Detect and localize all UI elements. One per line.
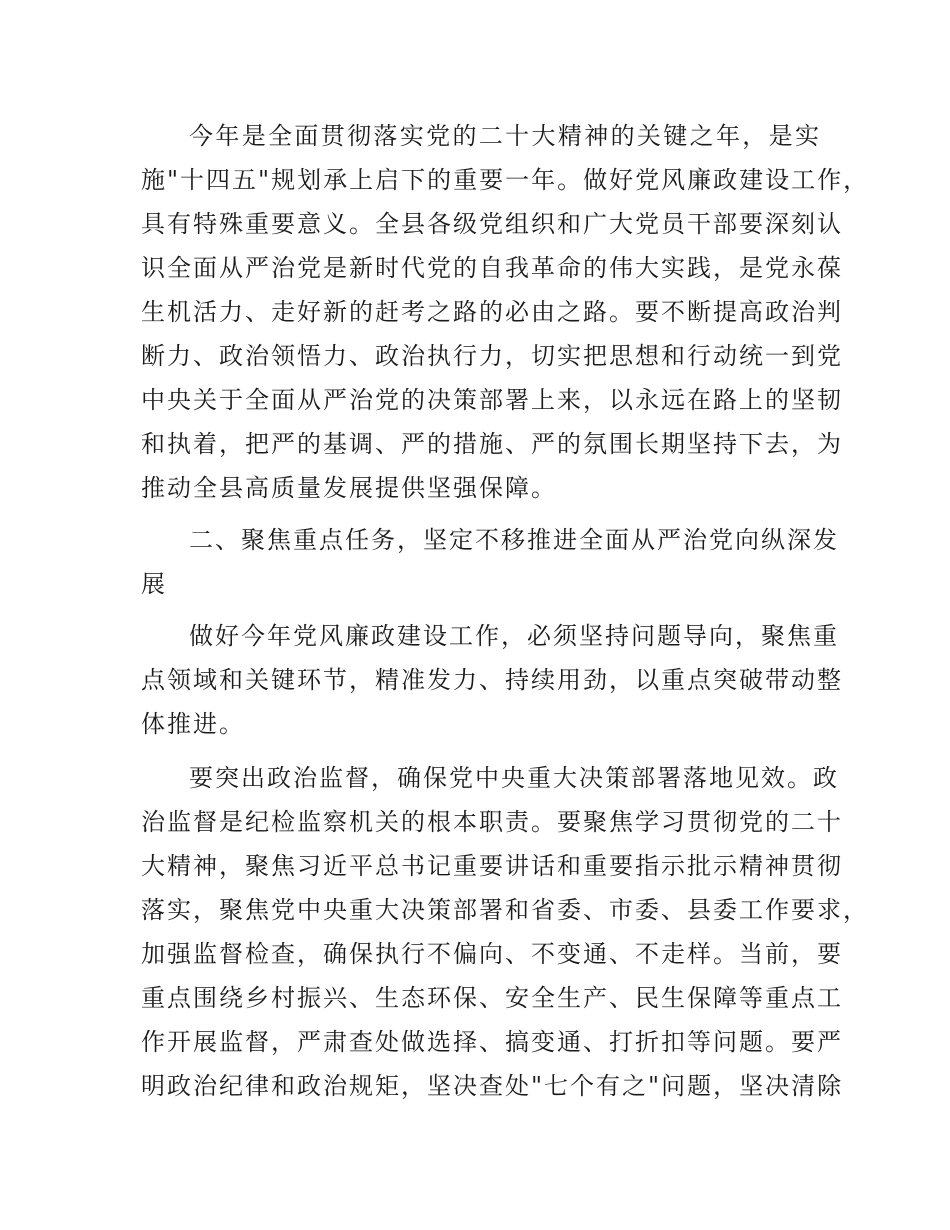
text-line: 作开展监督，严肃查处做选择、搞变通、打折扣等问题。要严 [141, 1028, 843, 1056]
paragraph-key-year [141, 114, 870, 510]
text-line: 重点围绕乡村振兴、生态环保、安全生产、民生保障等重点工 [141, 984, 843, 1012]
text-line: 施"十四五"规划承上启下的重要一年。做好党风廉政建设工作， [141, 166, 870, 194]
text-line: 落实，聚焦党中央重大决策部署和省委、市委、县委工作要求， [141, 896, 869, 924]
text-line: 点领域和关键环节，精准发力、持续用劲，以重点突破带动整 [141, 666, 843, 694]
text-line: 识全面从严治党是新时代党的自我革命的伟大实践，是党永葆 [141, 254, 843, 282]
heading-line: 展 [141, 570, 167, 598]
text-line: 具有特殊重要意义。全县各级党组织和广大党员干部要深刻认 [141, 210, 843, 238]
paragraph-problem-oriented [141, 614, 843, 746]
text-line: 推动全县高质量发展提供坚强保障。 [141, 474, 557, 502]
paragraph-political-supervision [141, 756, 869, 1108]
text-line: 今年是全面贯彻落实党的二十大精神的关键之年，是实 [189, 122, 821, 150]
section-heading [141, 518, 839, 606]
text-line: 中央关于全面从严治党的决策部署上来，以永远在路上的坚韧 [141, 386, 843, 414]
text-line: 大精神，聚焦习近平总书记重要讲话和重要指示批示精神贯彻 [141, 852, 843, 880]
text-line: 生机活力、走好新的赶考之路的必由之路。要不断提高政治判 [141, 298, 843, 326]
text-line: 和执着，把严的基调、严的措施、严的氛围长期坚持下去，为 [141, 430, 843, 458]
text-line: 加强监督检查，确保执行不偏向、不变通、不走样。当前，要 [141, 940, 843, 968]
text-line: 断力、政治领悟力、政治执行力，切实把思想和行动统一到党 [141, 342, 843, 370]
text-line: 治监督是纪检监察机关的根本职责。要聚焦学习贯彻党的二十 [141, 808, 843, 836]
text-line: 做好今年党风廉政建设工作，必须坚持问题导向，聚焦重 [189, 622, 839, 650]
text-line: 体推进。 [141, 710, 245, 738]
text-line: 要突出政治监督，确保党中央重大决策部署落地见效。政 [189, 764, 839, 792]
heading-line: 二、聚焦重点任务，坚定不移推进全面从严治党向纵深发 [189, 526, 839, 554]
text-line: 明政治纪律和政治规矩，坚决查处"七个有之"问题，坚决清除 [141, 1072, 844, 1100]
